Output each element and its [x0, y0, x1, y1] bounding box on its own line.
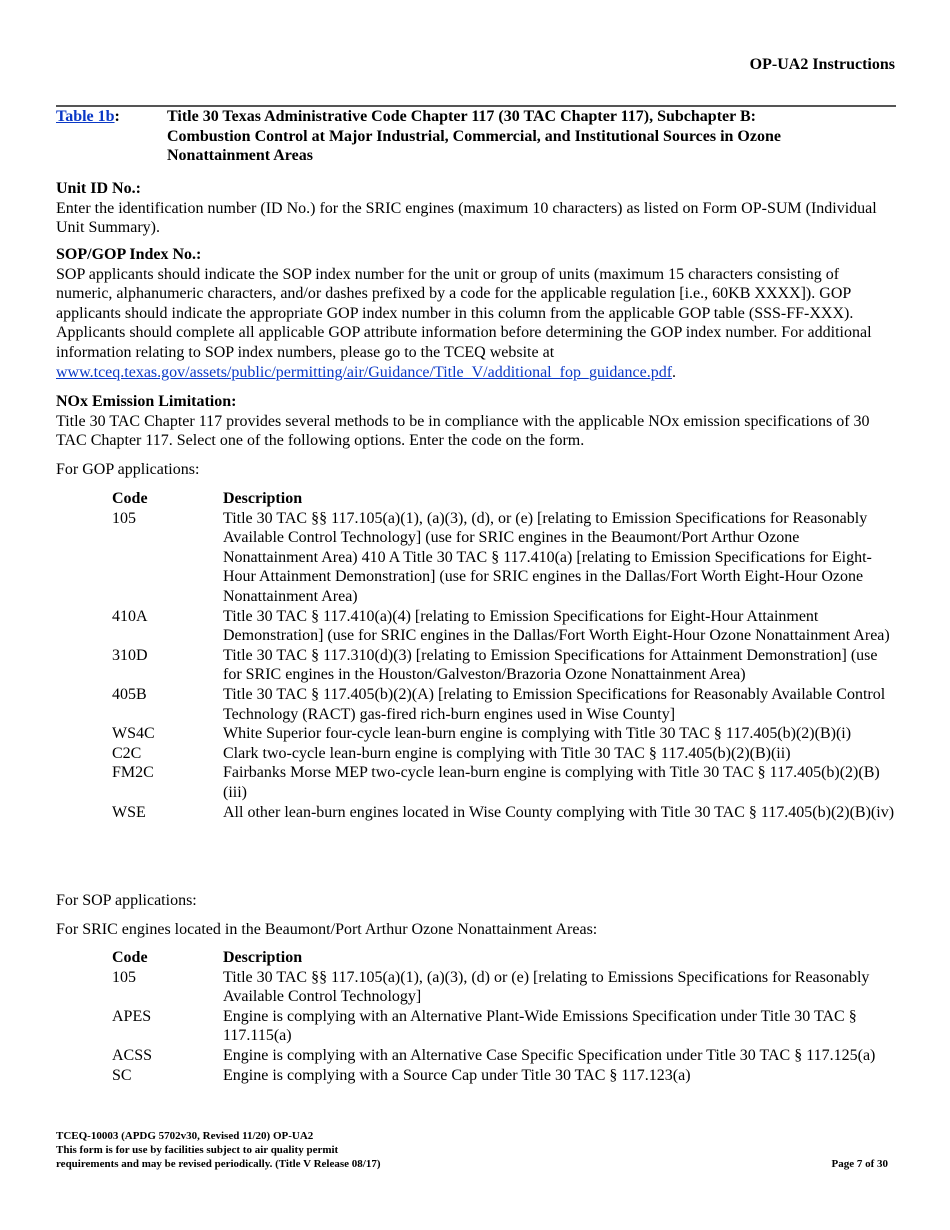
- nox-text: Title 30 TAC Chapter 117 provides several methods to be in compliance with the applicable NOx emission specifications of 30 TAC Chapter 117. Select one of the following options. Enter the code on the form.: [56, 412, 870, 450]
- table-row: [112, 1046, 902, 1066]
- table-row: [112, 968, 902, 1007]
- fop-guidance-link[interactable]: www.tceq.texas.gov/assets/public/permitting/air/Guidance/Title_V/additional_fop_guidance.pdf: [56, 363, 673, 381]
- sop-gop-text-wrap: [56, 265, 896, 383]
- gop-table-header: [112, 489, 902, 509]
- unit-id-heading: Unit ID No.:: [56, 180, 141, 197]
- row-code: APES: [112, 1007, 152, 1025]
- row-description: Fairbanks Morse MEP two-cycle lean-burn engine is complying with Title 30 TAC § 117.405(b)(2)(B)(iii): [223, 764, 880, 801]
- nox-heading: NOx Emission Limitation:: [56, 393, 237, 410]
- row-description: Engine is complying with an Alternative Case Specific Specification under Title 30 TAC § 117.125(a): [223, 1046, 876, 1064]
- table-row: [112, 607, 902, 646]
- table-title: [56, 107, 846, 166]
- row-code: SC: [112, 1066, 132, 1084]
- sop-intro: For SOP applications:: [56, 892, 197, 909]
- sop-gop-period: .: [672, 363, 677, 381]
- row-code: WS4C: [112, 725, 155, 743]
- row-description: All other lean-burn engines located in Wise County complying with Title 30 TAC § 117.405(b)(2)(B)(iv): [223, 803, 895, 821]
- sop-sub-intro: For SRIC engines located in the Beaumont/Port Arthur Ozone Nonattainment Areas:: [56, 921, 598, 938]
- document-header-title: OP-UA2 Instructions: [749, 56, 895, 73]
- table-ref: [56, 107, 167, 127]
- table-row: [112, 724, 902, 744]
- sop-gop-heading: SOP/GOP Index No.:: [56, 246, 202, 263]
- row-code: ACSS: [112, 1046, 153, 1064]
- gop-col-description: Description: [223, 490, 303, 507]
- table-row: [112, 763, 902, 802]
- gop-rows: [112, 509, 902, 823]
- row-code: WSE: [112, 803, 146, 821]
- row-code: FM2C: [112, 764, 154, 782]
- sop-col-description: Description: [223, 949, 303, 966]
- page-footer: [56, 1129, 888, 1171]
- table-title-text: Title 30 Texas Administrative Code Chapter 117 (30 TAC Chapter 117), Subchapter B: Combustion Control at Major Industrial, Commercial, and Institutional Sources in Ozone Nonattainment Areas: [167, 108, 781, 165]
- row-description: Engine is complying with a Source Cap under Title 30 TAC § 117.123(a): [223, 1066, 691, 1084]
- footer-form-id: TCEQ-10003 (APDG 5702v30, Revised 11/20) OP-UA2: [56, 1130, 314, 1142]
- footer-usage-note: This form is for use by facilities subject to air quality permit: [56, 1144, 339, 1156]
- gop-col-code: Code: [112, 490, 148, 507]
- table-row: [112, 803, 902, 823]
- row-description: White Superior four-cycle lean-burn engine is complying with Title 30 TAC § 117.405(b)(2)(B)(i): [223, 725, 852, 743]
- row-description: Title 30 TAC §§ 117.105(a)(1), (a)(3), (d) or (e) [relating to Emissions Specifications for Reasonably Available Control Technology]: [223, 968, 870, 1006]
- row-description: Title 30 TAC § 117.410(a)(4) [relating to Emission Specifications for Eight-Hour Attainment Demonstration] (use for SRIC engines in the Dallas/Fort Worth Eight-Hour Ozone Nonattainment Area): [223, 607, 890, 645]
- nox-section: [56, 392, 896, 451]
- row-description: Title 30 TAC § 117.310(d)(3) [relating to Emission Specifications for Attainment Demonstration] (use for SRIC engines in the Houston/Galveston/Brazoria Ozone Nonattainment Area): [223, 646, 878, 684]
- table-row: [112, 685, 902, 724]
- row-code: 310D: [112, 646, 148, 664]
- table-ref-colon: :: [114, 108, 120, 125]
- sop-gop-text: SOP applicants should indicate the SOP index number for the unit or group of units (maximum 15 characters consisting of numeric, alphanumeric characters, and/or dashes prefixed by a code for the applicable regulation [i.e., 60KB XXXX]). GOP applicants should indicate the appropriate GOP index number in this column from the applicable GOP table (SSS-FF-XXX). Applicants should complete all applicable GOP attribute information before determining the GOP index number. For additional information relating to SOP index numbers, please go to the TCEQ website at: [56, 265, 872, 361]
- sop-col-code: Code: [112, 949, 148, 966]
- table-row: [112, 1066, 902, 1086]
- row-code: 410A: [112, 607, 148, 625]
- unit-id-text: Enter the identification number (ID No.) for the SRIC engines (maximum 10 characters) as listed on Form OP-SUM (Individual Unit Summary).: [56, 199, 877, 237]
- table-row: [112, 1007, 902, 1046]
- sop-gop-section: [56, 245, 896, 382]
- row-description: Engine is complying with an Alternative Plant-Wide Emissions Specification under Title 30 TAC § 117.115(a): [223, 1007, 857, 1045]
- sop-table-header: [112, 948, 902, 968]
- gop-code-table: [112, 489, 902, 822]
- row-code: 105: [112, 968, 136, 986]
- unit-id-section: [56, 179, 896, 238]
- table-1b-link[interactable]: Table 1b: [56, 108, 115, 125]
- table-row: [112, 744, 902, 764]
- table-row: [112, 509, 902, 607]
- row-description: Title 30 TAC § 117.405(b)(2)(A) [relating to Emission Specifications for Reasonably Available Control Technology (RACT) gas-fired rich-burn engines used in Wise County]: [223, 685, 886, 723]
- row-code: C2C: [112, 744, 142, 762]
- row-code: 405B: [112, 685, 147, 703]
- row-code: 105: [112, 509, 136, 527]
- row-description: Title 30 TAC §§ 117.105(a)(1), (a)(3), (d), or (e) [relating to Emission Specifications for Reasonably Available Control Technology] (use for SRIC engines in the Beaumont/Port Arthur Ozone Nonattainment Area) 410 A Title 30 TAC § 117.410(a) [relating to Emission Specifications for Eight-Hour Attainment Demonstration] (use for SRIC engines in the Dallas/Fort Worth Eight-Hour Ozone Nonattainment Area): [223, 509, 872, 605]
- gop-intro: For GOP applications:: [56, 461, 200, 478]
- page-number: Page 7 of 30: [831, 1158, 888, 1170]
- sop-code-table: [112, 948, 902, 1085]
- footer-revision-note: requirements and may be revised periodically. (Title V Release 08/17): [56, 1158, 381, 1170]
- sop-rows: [112, 968, 902, 1086]
- table-row: [112, 646, 902, 685]
- row-description: Clark two-cycle lean-burn engine is complying with Title 30 TAC § 117.405(b)(2)(B)(ii): [223, 744, 791, 762]
